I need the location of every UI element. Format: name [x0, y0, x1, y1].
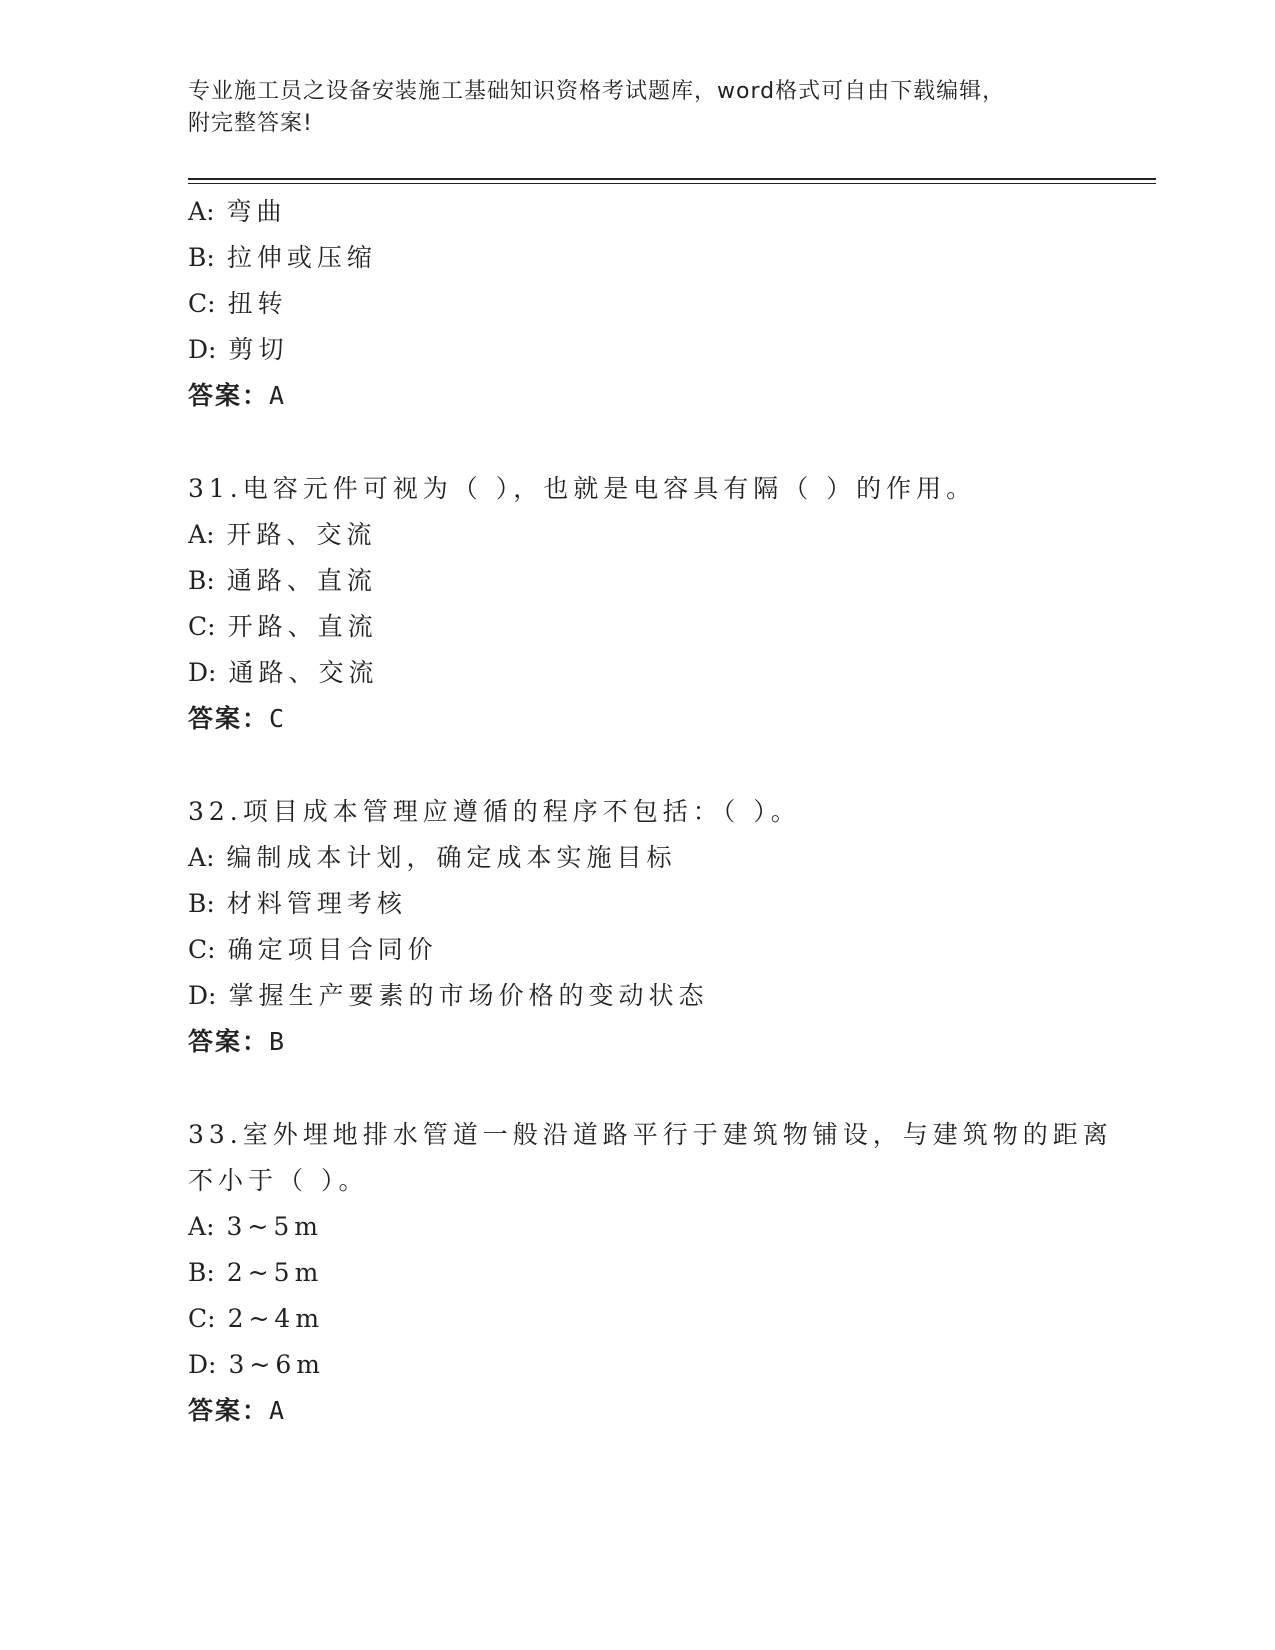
option-letter: B — [188, 566, 207, 595]
option-separator: : — [206, 197, 215, 226]
option-separator: : — [206, 843, 215, 872]
option-text: 2~4m — [227, 1304, 325, 1333]
question-stem: 32.项目成本管理应遵循的程序不包括：（ ）。 — [188, 797, 801, 826]
answer-label: 答案： — [188, 704, 270, 733]
question-list — [188, 189, 1113, 1434]
option-letter: C — [188, 935, 208, 964]
option-separator: : — [207, 1304, 216, 1333]
question-stem: 33.室外埋地排水管道一般沿道路平行于建筑物铺设，与建筑物的距离 — [188, 1120, 1113, 1149]
question-stem-continued: 不小于（ ）。 — [188, 1166, 369, 1195]
option-separator: : — [208, 1350, 217, 1379]
option-b — [188, 1250, 1088, 1296]
option-text: 确定项目合同价 — [227, 935, 438, 964]
option-separator: : — [208, 658, 217, 687]
option-letter: D — [188, 335, 209, 364]
option-text: 弯曲 — [226, 197, 287, 226]
question-stem: 31.电容元件可视为（ ），也就是电容具有隔（ ）的作用。 — [188, 474, 977, 503]
option-a — [188, 835, 1088, 881]
answer-value: A — [269, 1396, 285, 1425]
option-separator: : — [206, 520, 215, 549]
option-text: 通路、交流 — [228, 658, 379, 687]
option-letter: B — [188, 889, 207, 918]
option-separator: : — [206, 243, 215, 272]
answer-value: B — [269, 1027, 285, 1056]
answer-value: C — [269, 704, 285, 733]
answer-line — [188, 1388, 1088, 1434]
option-c — [188, 1296, 1088, 1342]
question-33 — [188, 1112, 1113, 1434]
option-d — [188, 1342, 1088, 1388]
option-d — [188, 327, 1088, 373]
option-d — [188, 973, 1088, 1019]
option-b — [188, 881, 1088, 927]
option-a — [188, 189, 1088, 235]
option-b — [188, 558, 1088, 604]
option-text: 材料管理考核 — [226, 889, 407, 918]
option-c — [188, 604, 1088, 650]
header-line-2: 附完整答案! — [188, 111, 313, 136]
option-a — [188, 512, 1088, 558]
option-separator: : — [206, 889, 215, 918]
header-divider-thin — [188, 183, 1156, 184]
document-header — [188, 76, 1088, 140]
answer-value: A — [269, 381, 285, 410]
option-letter: A — [188, 1212, 207, 1241]
option-b — [188, 235, 1088, 281]
option-text: 掌握生产要素的市场价格的变动状态 — [228, 981, 709, 1010]
option-d — [188, 650, 1088, 696]
option-separator: : — [208, 335, 217, 364]
option-text: 剪切 — [228, 335, 289, 364]
answer-label: 答案： — [188, 1027, 270, 1056]
option-c — [188, 281, 1088, 327]
option-separator: : — [207, 935, 216, 964]
option-separator: : — [208, 981, 217, 1010]
option-separator: : — [207, 289, 216, 318]
option-separator: : — [206, 566, 215, 595]
option-text: 2~5m — [226, 1258, 324, 1287]
option-letter: B — [188, 243, 207, 272]
option-letter: D — [188, 981, 209, 1010]
answer-line — [188, 696, 1088, 742]
header-divider-thick — [188, 178, 1156, 180]
option-separator: : — [207, 612, 216, 641]
question-30-continued — [188, 189, 1088, 419]
option-separator: : — [206, 1258, 215, 1287]
option-letter: D — [188, 658, 209, 687]
option-text: 开路、交流 — [226, 520, 377, 549]
option-separator: : — [206, 1212, 215, 1241]
option-letter: A — [188, 520, 207, 549]
option-text: 3~5m — [226, 1212, 323, 1241]
option-text: 通路、直流 — [226, 566, 377, 595]
option-letter: C — [188, 1304, 208, 1333]
option-letter: C — [188, 289, 208, 318]
option-text: 3~6m — [228, 1350, 325, 1379]
header-line-1: 专业施工员之设备安装施工基础知识资格考试题库，word格式可自由下载编辑， — [188, 79, 1006, 104]
question-32 — [188, 789, 1088, 1065]
option-text: 拉伸或压缩 — [226, 243, 377, 272]
question-31 — [188, 466, 1088, 742]
option-letter: D — [188, 1350, 209, 1379]
answer-line — [188, 1019, 1088, 1065]
option-text: 扭转 — [227, 289, 288, 318]
option-text: 编制成本计划，确定成本实施目标 — [226, 843, 677, 872]
answer-line — [188, 373, 1088, 419]
option-a — [188, 1204, 1088, 1250]
option-text: 开路、直流 — [227, 612, 378, 641]
answer-label: 答案： — [188, 1396, 270, 1425]
option-c — [188, 927, 1088, 973]
option-letter: C — [188, 612, 208, 641]
option-letter: B — [188, 1258, 207, 1287]
option-letter: A — [188, 197, 207, 226]
option-letter: A — [188, 843, 207, 872]
answer-label: 答案： — [188, 381, 270, 410]
